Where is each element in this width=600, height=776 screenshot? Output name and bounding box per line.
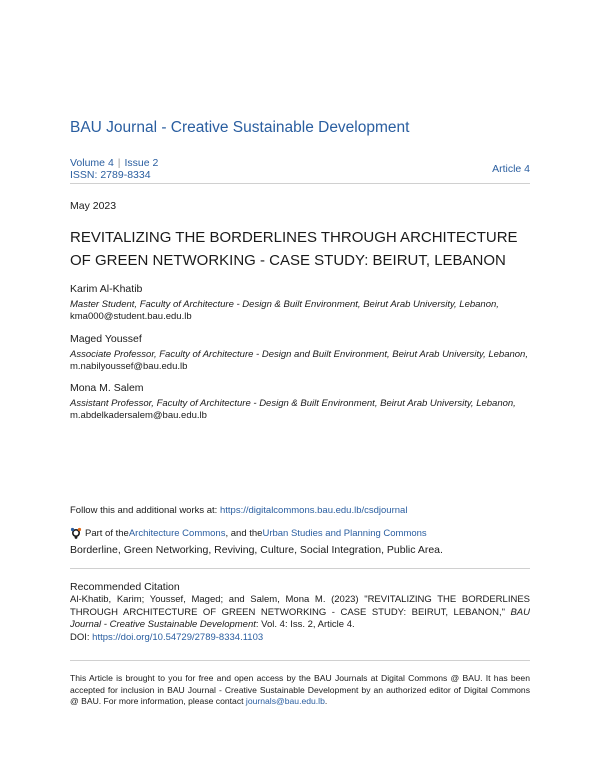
author-affiliation: Master Student, Faculty of Architecture - Design & Built Environment, Beirut Arab University, Lebanon, [70,298,499,310]
author-name: Maged Youssef [70,333,142,345]
separator: | [117,157,121,169]
doi-link[interactable]: https://doi.org/10.54729/2789-8334.1103 [92,631,264,643]
collection-link[interactable]: https://digitalcommons.bau.edu.lb/csdjournal [219,505,408,516]
volume-link[interactable]: Volume 4 [70,157,114,169]
author-block [70,382,532,423]
volume-issue [70,157,158,169]
author-affiliation: Associate Professor, Faculty of Architecture - Design and Built Environment, Beirut Arab University, Lebanon, m.nabilyoussef@bau.edu.lb [70,348,528,372]
urban-studies-link[interactable]: Urban Studies and Planning Commons [262,527,427,539]
author-email: m.abdelkadersalem@bau.edu.lb [70,410,207,421]
contact-email-link[interactable]: journals@bau.edu.lb [245,696,325,706]
architecture-commons-link[interactable]: Architecture Commons [128,527,226,539]
journal-title[interactable]: BAU Journal - Creative Sustainable Development [70,119,410,136]
author-name: Mona M. Salem [70,382,144,394]
part-of-line: Part of the Architecture Commons , and the Urban Studies and Planning Commons [70,527,427,539]
commons-network-icon [70,527,82,539]
publication-date: May 2023 [70,200,117,212]
footer-notice: This Article is brought to you for free and open access by the BAU Journals at Digital Commons @ BAU. It has been accepted for inclusion in BAU Journal - Creative Sustainable Development by an authorized editor of Digital Commons @ BAU. For more information, please contact journals@bau.edu.lb. [70,673,530,706]
follow-line: Follow this and additional works at: https://digitalcommons.bau.edu.lb/csdjournal [70,505,408,516]
keywords: Borderline, Green Networking, Reviving, Culture, Social Integration, Public Area. [70,544,443,556]
author-affiliation: Assistant Professor, Faculty of Architecture - Design & Built Environment, Beirut Arab University, Lebanon, [70,397,516,409]
citation-text: Al-Khatib, Karim; Youssef, Maged; and Salem, Mona M. (2023) "REVITALIZING THE BORDERLINES THROUGH ARCHITECTURE OF GREEN NETWORKING - CASE STUDY: BEIRUT, LEBANON," BAU Journal - Creative Sustainable Development: Vol. 4: Iss. 2, Article 4. DOI: https://doi.org/10.54729/2789-8334.1103 [70,594,530,643]
author-block [70,333,532,374]
article-number[interactable]: Article 4 [492,163,530,175]
divider [70,183,530,184]
issn: ISSN: 2789-8334 [70,169,151,181]
issue-link[interactable]: Issue 2 [124,157,159,169]
divider [70,568,530,569]
citation-journal: BAU Journal - Creative Sustainable Development [70,606,530,630]
author-email: kma000@student.bau.edu.lb [70,311,192,322]
author-email: m.nabilyoussef@bau.edu.lb [70,361,188,372]
article-title: REVITALIZING THE BORDERLINES THROUGH ARCHITECTURE OF GREEN NETWORKING - CASE STUDY: BEIRUT, LEBANON [70,229,518,269]
citation-heading: Recommended Citation [70,581,180,593]
author-name: Karim Al-Khatib [70,283,143,295]
divider [70,660,530,661]
author-block [70,283,532,324]
